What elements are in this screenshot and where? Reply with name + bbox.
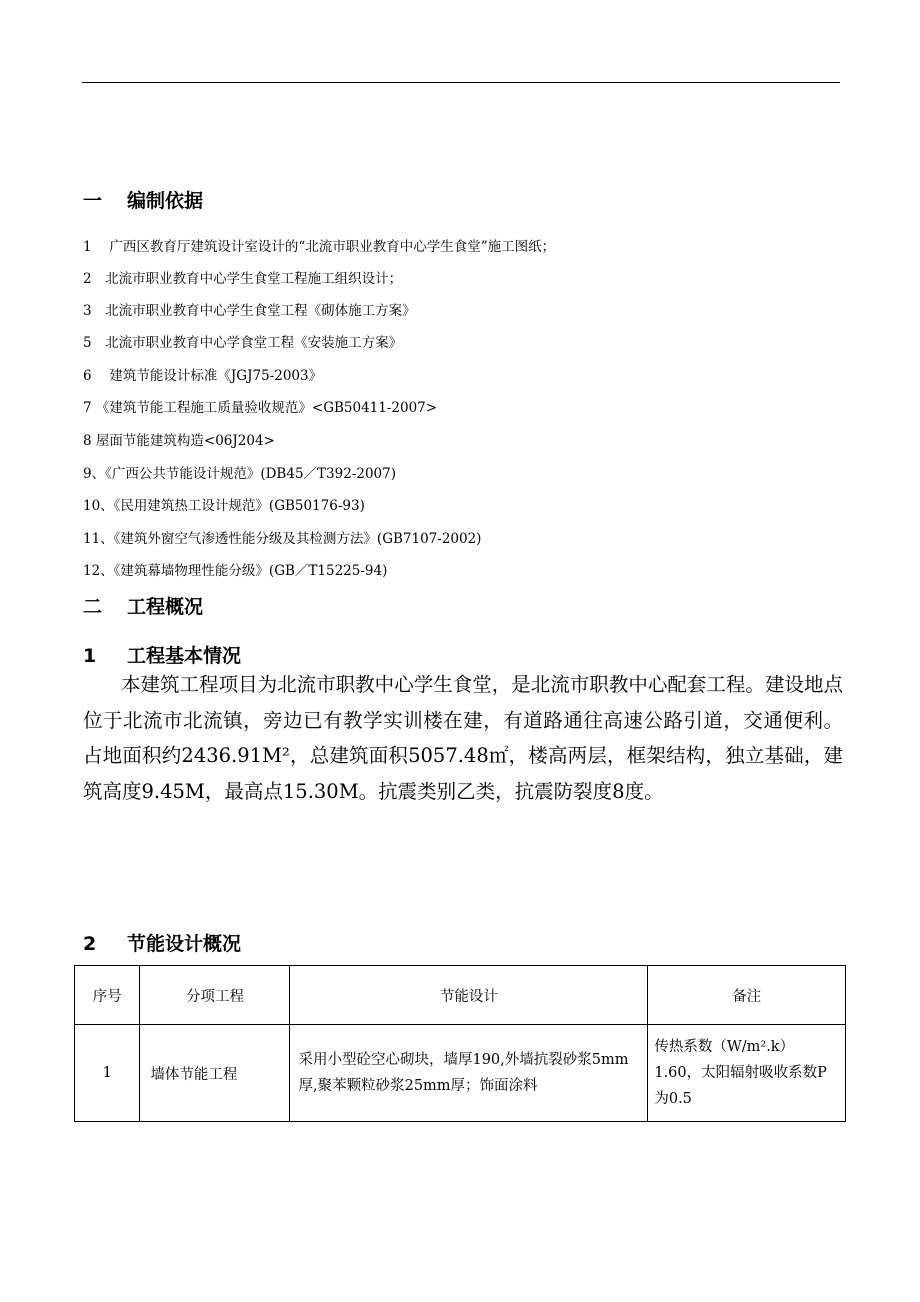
section-title: 工程概况 <box>127 596 204 618</box>
reference-item: 1 广西区教育厅建筑设计室设计的“北流市职业教育中心学生食堂”施工图纸； <box>83 239 556 255</box>
section-title: 编制依据 <box>127 190 204 212</box>
reference-item: 2 北流市职业教育中心学生食堂工程施工组织设计； <box>83 271 403 287</box>
subsection-number: 2 <box>83 933 97 955</box>
reference-item: 8 屋面节能建筑构造<06J204> <box>83 433 275 449</box>
cell-item: 墙体节能工程 <box>140 1025 290 1122</box>
reference-item: 12、《建筑幕墙物理性能分级》(GB／T15225-94) <box>83 563 388 579</box>
section-number: 一 <box>83 190 103 212</box>
subsection-heading-energy-design <box>83 929 241 956</box>
cell-remark: 传热系数（W/m².k）1.60，太阳辐射吸收系数P为0.5 <box>648 1025 846 1122</box>
energy-design-table <box>74 965 846 1122</box>
subsection-title: 节能设计概况 <box>127 933 242 955</box>
reference-item: 10、《民用建筑热工设计规范》(GB50176-93) <box>83 498 365 514</box>
reference-item: 11、《建筑外窗空气渗透性能分级及其检测方法》(GB7107-2002) <box>83 531 482 547</box>
reference-item: 7 《建筑节能工程施工质量验收规范》<GB50411-2007> <box>83 400 438 416</box>
column-header-design: 节能设计 <box>290 966 648 1025</box>
reference-item: 5 北流市职业教育中心学食堂工程《安装施工方案》 <box>83 335 403 351</box>
table-row <box>75 1025 846 1122</box>
cell-design: 采用小型砼空心砌块，墙厚190,外墙抗裂砂浆5mm厚,聚苯颗粒砂浆25mm厚；饰面涂料 <box>290 1025 648 1122</box>
cell-no: 1 <box>75 1025 140 1122</box>
section-number: 二 <box>83 596 103 618</box>
column-header-remark: 备注 <box>648 966 846 1025</box>
section-heading-basis <box>83 186 203 213</box>
reference-item: 3 北流市职业教育中心学生食堂工程《砌体施工方案》 <box>83 303 416 319</box>
column-header-item: 分项工程 <box>140 966 290 1025</box>
subsection-number: 1 <box>83 645 97 667</box>
section-heading-overview <box>83 592 203 619</box>
table-header-row <box>75 966 846 1025</box>
column-header-no: 序号 <box>75 966 140 1025</box>
reference-item: 6 建筑节能设计标准《JGJ75-2003》 <box>83 368 323 384</box>
subsection-title: 工程基本情况 <box>127 645 242 667</box>
header-rule <box>82 82 840 83</box>
subsection-heading-basic-info <box>83 641 241 668</box>
project-description-paragraph: 本建筑工程项目为北流市职教中心学生食堂，是北流市职教中心配套工程。建设地点位于北流市北流镇，旁边已有教学实训楼在建，有道路通往高速公路引道，交通便利。占地面积约2436.91M²，总建筑面积5057.48㎡，楼高两层，框架结构，独立基础，建筑高度9.45M，最高点15.30M。抗震类别乙类，抗震防裂度8度。 <box>83 673 843 803</box>
reference-item: 9、《广西公共节能设计规范》(DB45／T392-2007) <box>83 466 396 482</box>
